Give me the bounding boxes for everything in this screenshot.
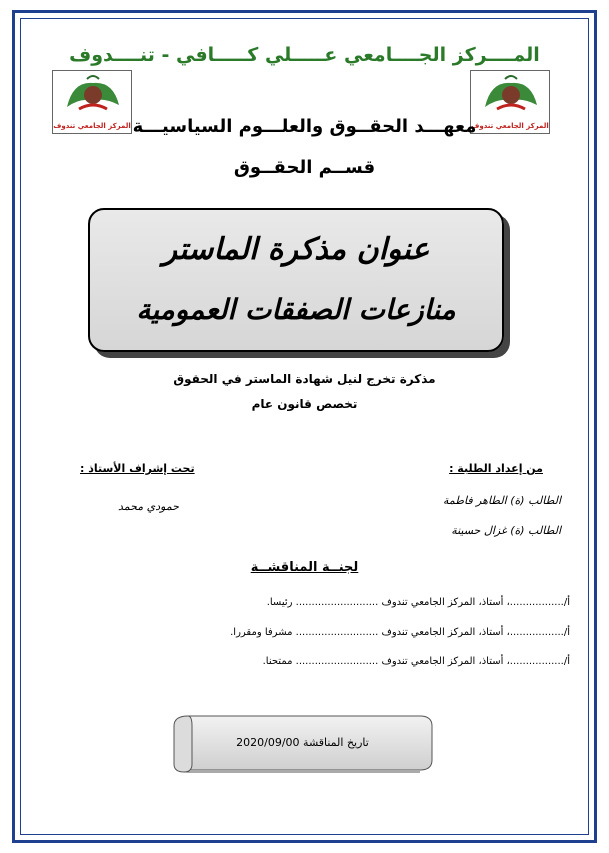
logo-emblem-icon (53, 71, 131, 121)
logo-caption: المركز الجامعي تندوف (53, 122, 131, 130)
committee-title: لجنــة المناقشــة (250, 560, 359, 575)
student-2: الطالب (ة) غزال حسينة (451, 524, 561, 537)
specialty-line: تخصص قانون عام (251, 397, 358, 411)
title-box (88, 208, 504, 352)
supervisor-label: تحت إشراف الأستاذ : (80, 462, 195, 475)
university-name: المــــركز الجــــامعي عـــــلي كـــــافي - تنــــدوف (69, 44, 540, 66)
institute-name: معهـــد الحقــوق والعلـــوم السياسيـــة (132, 116, 477, 137)
committee-row-examiner: أ/.................، أستاذ، المركز الجامعي تندوف .......................... ممتحنا. (262, 656, 570, 667)
degree-line: مذكرة تخرج لنيل شهادة الماستر في الحقوق (173, 372, 436, 386)
defense-date: تاريخ المناقشة 2020/09/00 (236, 736, 369, 749)
logo-caption: المركز الجامعي تندوف (471, 122, 549, 130)
student-1: الطالب (ة) الطاهر فاطمة (442, 494, 561, 507)
prepared-by-label: من إعداد الطلبة : (449, 462, 543, 475)
committee-row-supervisor: أ/.................، أستاذ، المركز الجامعي تندوف .......................... مشرفا ومقررا. (230, 627, 570, 638)
department-name: قســم الحقــوق (233, 157, 376, 178)
logo-emblem-icon (471, 71, 549, 121)
thesis-heading: عنوان مذكرة الماستر (162, 232, 430, 267)
thesis-subject: منازعات الصفقات العمومية (136, 293, 456, 326)
committee-row-president: أ/.................، أستاذ، المركز الجامعي تندوف .......................... رئيسا. (266, 597, 570, 608)
supervisor-name: حمودي محمد (118, 500, 179, 513)
